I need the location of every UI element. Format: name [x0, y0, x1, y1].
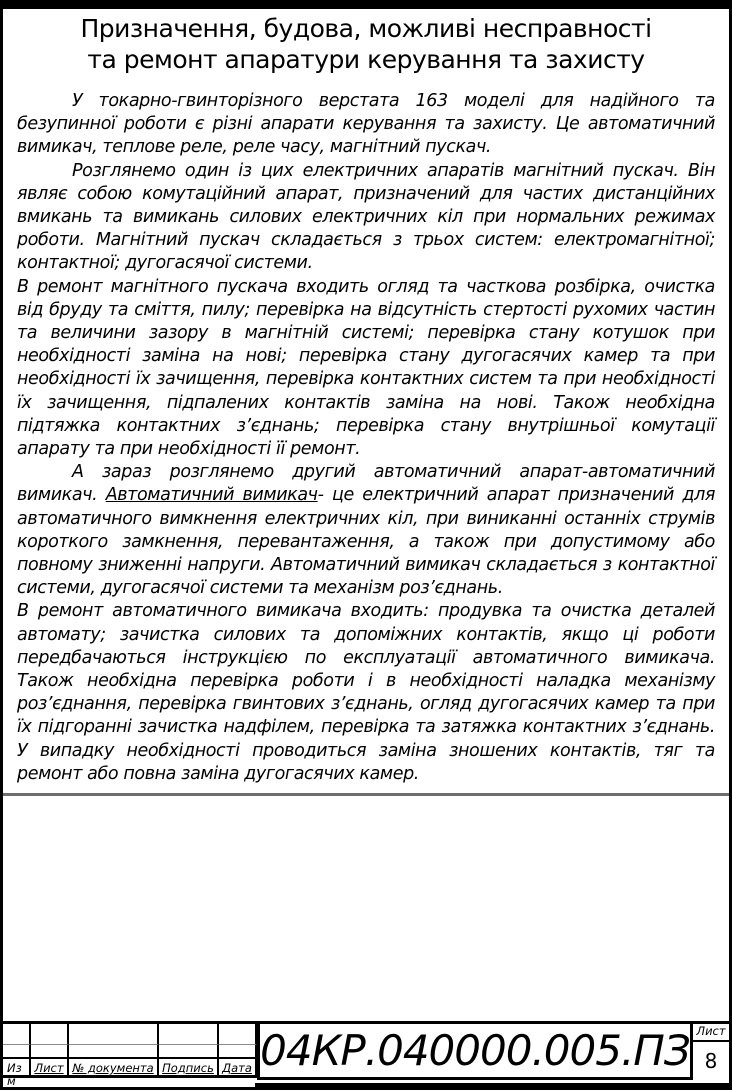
paragraph-1: У токарно-гвинторізного верстата 163 моделі для надійного та безупинної роботи є різні апарати керування та захисту. Це автоматичний вимикач, теплове реле, реле часу, магнітний пускач.	[17, 91, 715, 158]
revision-table-empty-cell	[69, 1024, 159, 1045]
column-header-date: Дата	[219, 1059, 257, 1078]
bottom-border-bar	[255, 1083, 729, 1090]
paragraph-4-text-continued: - це електричний апарат призначений для автоматичного вимкнення електричних кіл, при виниканні останніх струмів короткого замкнення, перевантаження, а також при допустимому або повному зниженні напруги. Автоматичний вимикач складається з контактної системи, дугогасячої системи та механізм роз’єднань.	[17, 485, 715, 599]
sheet-number-box	[690, 1024, 729, 1080]
revision-table-empty-cell	[219, 1024, 257, 1045]
column-header-revision	[3, 1059, 31, 1088]
sheet-label: Лист	[693, 1024, 729, 1042]
paragraph-4-text: А зараз розглянемо другий автоматичний апарат-автоматичний вимикач.	[17, 462, 715, 506]
document-code-box	[257, 1024, 690, 1080]
paragraph-2: Розглянемо один із цих електричних апаратів магнітний пускач. Він являє собою комутаційний апарат, призначений для частих дистанційних вмикань та вимикань силових електричних кіл при нормальних режимах роботи. Магнітний пускач складається з трьох систем: електромагнітної; контактної; дугогасячої системи.	[17, 160, 715, 274]
column-header-doc-number: № документа	[69, 1059, 159, 1078]
revision-table-empty-cell	[219, 1045, 257, 1059]
document-code: 04КР.040000.005.ПЗ	[260, 1026, 690, 1075]
paragraph-4	[17, 461, 715, 600]
underlined-term: Автоматичний вимикач	[105, 485, 318, 506]
page-title	[13, 13, 719, 75]
revision-table-empty-cell	[3, 1024, 31, 1045]
page-title-line-2: та ремонт апаратури керування та захисту	[87, 45, 645, 74]
column-header-signature: Подпись	[159, 1059, 219, 1078]
paragraph-3: В ремонт магнітного пускача входить огляд та часткова розбірка, очистка від бруду та сміття, пилу; перевірка на відсутність стертості рухомих частин та величини зазору в магнітній системі; перевірка стану котушок при необхідності заміна на нові; перевірка стану дугогасячих камер та при необхідності їх зачищення, перевірка контактних систем та при необхідності їх зачищення, підпалених контактів заміна на нові. Також необхідна підтяжка контактних з’єднань; перевірка стану внутрішньої комутації апарату та при необхідності її ремонт.	[17, 276, 715, 460]
revision-table-empty-cell	[159, 1024, 219, 1045]
revision-table-empty-cell	[69, 1045, 159, 1059]
paragraph-5: В ремонт автоматичного вимикача входить: продувка та очистка деталей автомату; зачистка силових та допоміжних контактів, якщо ці роботи передбачаються інструкцією по експлуатації автоматичного вимикача. Також необхідна перевірка роботи і в необхідності наладка механізму роз’єднання, перевірка гвинтових з’єднань, огляд дугогасячих камер та при їх підгоранні зачистка надфілем, перевірка та затяжка контактних з’єднань. У випадку необхідності проводиться заміна зношених контактів, тяг та ремонт або повна заміна дугогасячих камер.	[17, 601, 715, 784]
document-body	[17, 90, 715, 786]
revision-table-empty-cell	[31, 1045, 69, 1059]
revision-table-empty-cell	[159, 1045, 219, 1059]
revision-table-empty-cell	[3, 1045, 31, 1059]
title-block	[3, 1021, 729, 1088]
section-divider	[3, 793, 729, 796]
revision-table	[3, 1024, 257, 1088]
revision-table-empty-cell	[31, 1024, 69, 1045]
column-header-sheet: Лист	[31, 1059, 69, 1078]
page-title-line-1: Призначення, будова, можливі несправності	[80, 14, 652, 43]
sheet-number: 8	[704, 1049, 718, 1073]
column-header-revision-label: Изм	[7, 1061, 22, 1088]
